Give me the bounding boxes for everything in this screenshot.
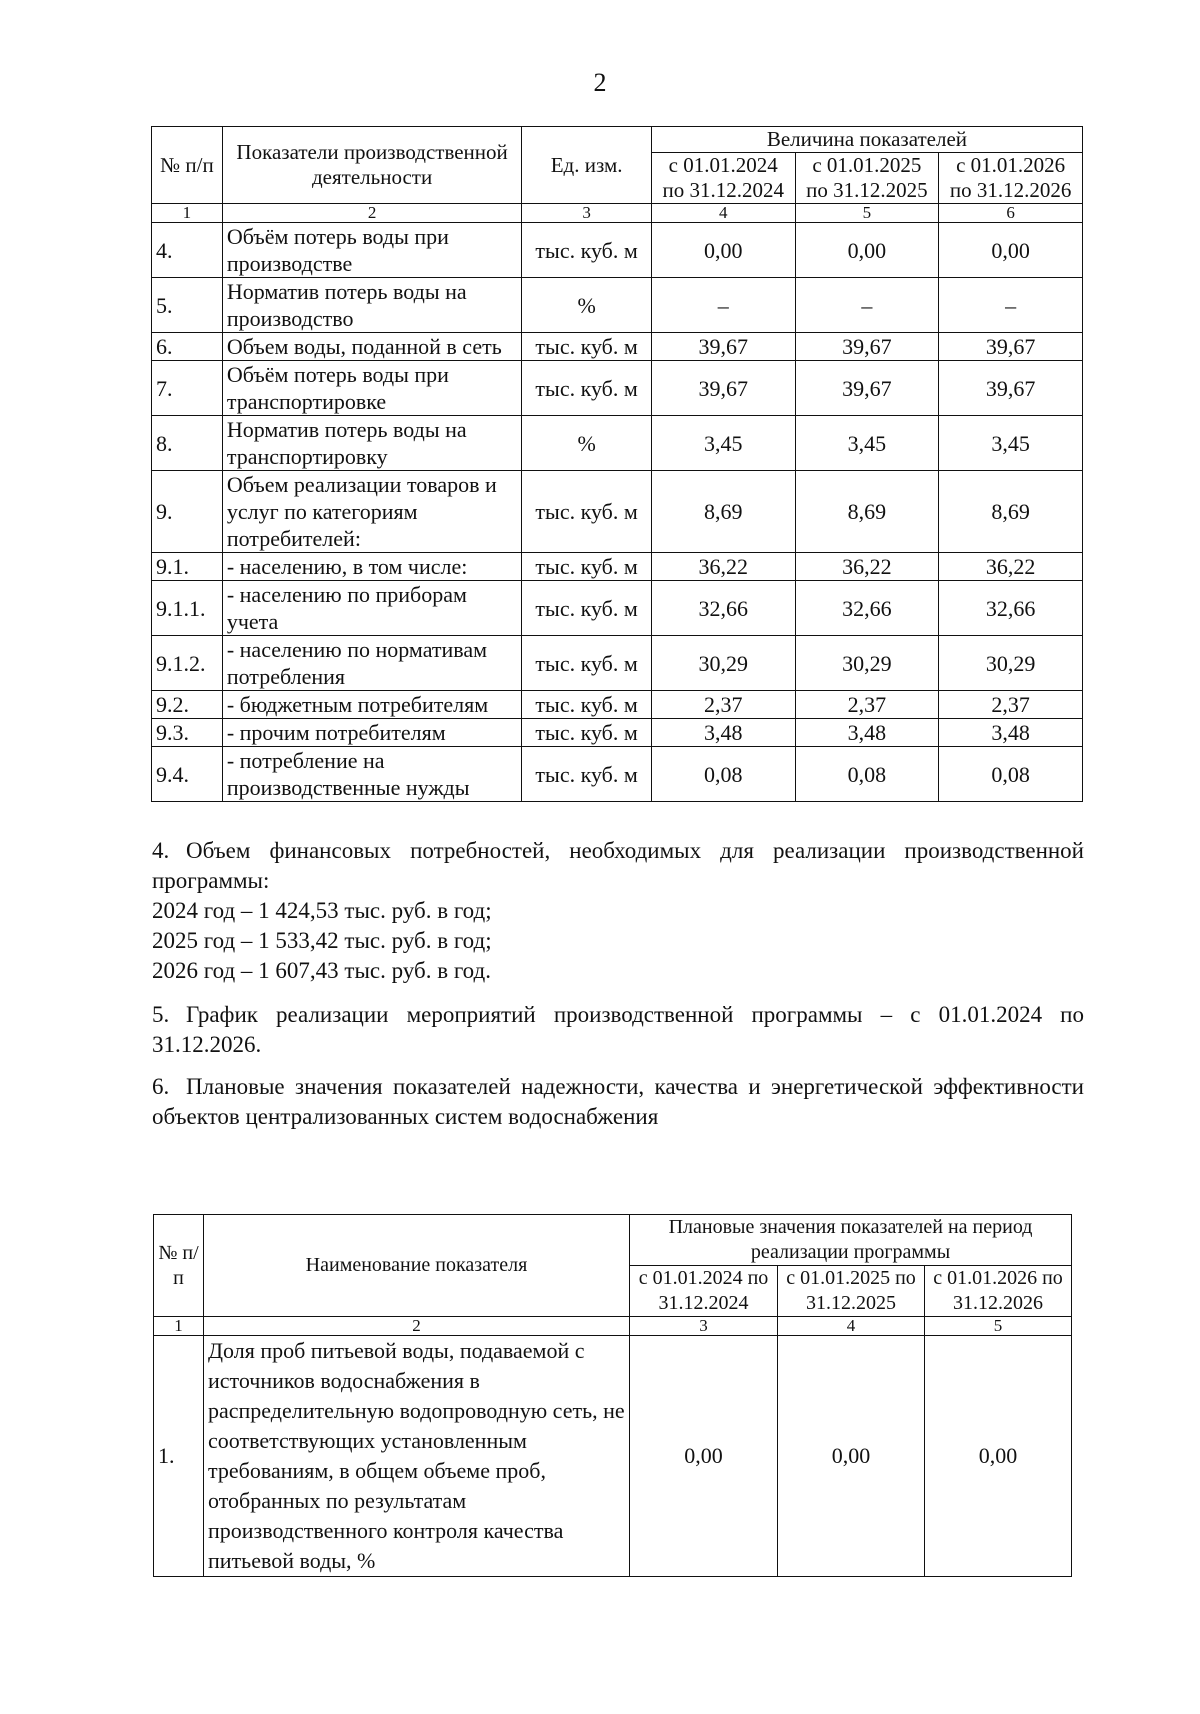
table-row <box>152 747 1083 802</box>
row-indicator-name: Объем реализации товаров и услуг по категориям потребителей: <box>222 471 522 553</box>
section-4-number: 4. <box>152 838 170 863</box>
row-value-2026: 30,29 <box>939 636 1083 691</box>
table-row <box>152 719 1083 747</box>
row-value-2026: 0,08 <box>939 747 1083 802</box>
row-value-2025: – <box>795 278 939 333</box>
header-num: № п/п <box>152 127 223 204</box>
section-5-number: 5. <box>152 1002 170 1027</box>
column-number: 3 <box>522 204 652 223</box>
column-number: 2 <box>204 1317 630 1336</box>
budget-2024: 2024 год – 1 424,53 тыс. руб. в год; <box>152 898 492 923</box>
column-number: 1 <box>152 204 223 223</box>
table-row <box>152 553 1083 581</box>
row-value-2026: 0,00 <box>939 223 1083 278</box>
row-number: 9.1. <box>152 553 223 581</box>
section-6-text: Плановые значения показателей надежности, качества и энергетической эффективности объектов централизованных систем водоснабжения <box>152 1074 1084 1129</box>
reliability-indicators-table <box>153 1214 1072 1577</box>
row-value-2024: 3,48 <box>651 719 795 747</box>
section-4-paragraph <box>152 836 1084 896</box>
row-number: 9.3. <box>152 719 223 747</box>
row-unit: % <box>522 278 652 333</box>
table-row <box>152 223 1083 278</box>
budget-2025: 2025 год – 1 533,42 тыс. руб. в год; <box>152 928 492 953</box>
table-header-row <box>152 127 1083 153</box>
table-row <box>152 361 1083 416</box>
row-value-2024: 8,69 <box>651 471 795 553</box>
header-planned-values-group: Плановые значения показателей на период реализации программы <box>630 1215 1072 1266</box>
row-indicator-name: Норматив потерь воды на транспортировку <box>222 416 522 471</box>
table-row <box>152 581 1083 636</box>
row-value-2025: 3,48 <box>795 719 939 747</box>
row-value-2025: 32,66 <box>795 581 939 636</box>
row-value-2024: 3,45 <box>651 416 795 471</box>
row-value-2025: 0,08 <box>795 747 939 802</box>
row-value-2024: 36,22 <box>651 553 795 581</box>
row-indicator-name: Объём потерь воды при производстве <box>222 223 522 278</box>
row-indicator-name: - потребление на производственные нужды <box>222 747 522 802</box>
production-indicators-body <box>152 127 1083 802</box>
row-unit: тыс. куб. м <box>522 581 652 636</box>
row-indicator-name: - населению по приборам учета <box>222 581 522 636</box>
row-value-2024: 2,37 <box>651 691 795 719</box>
table-row <box>154 1336 1072 1577</box>
column-number: 2 <box>222 204 522 223</box>
row-number: 9.2. <box>152 691 223 719</box>
row-unit: тыс. куб. м <box>522 333 652 361</box>
column-numbers-row <box>154 1317 1072 1336</box>
row-indicator-name: Объем воды, поданной в сеть <box>222 333 522 361</box>
row-number: 9.1.1. <box>152 581 223 636</box>
row-value-2026: 39,67 <box>939 361 1083 416</box>
row-value-2024: 32,66 <box>651 581 795 636</box>
header-indicator: Показатели производственной деятельности <box>222 127 522 204</box>
row-value-2024: 39,67 <box>651 361 795 416</box>
row-unit: тыс. куб. м <box>522 361 652 416</box>
row-value-2026: 3,48 <box>939 719 1083 747</box>
row-indicator-name: Норматив потерь воды на производство <box>222 278 522 333</box>
row-value-2024: 0,00 <box>651 223 795 278</box>
row-value-2024: – <box>651 278 795 333</box>
row-value-2025: 30,29 <box>795 636 939 691</box>
row-value-2025: 39,67 <box>795 333 939 361</box>
table-row <box>152 691 1083 719</box>
column-number: 6 <box>939 204 1083 223</box>
row-value-2025: 36,22 <box>795 553 939 581</box>
table-header-row <box>154 1215 1072 1266</box>
row-unit: тыс. куб. м <box>522 471 652 553</box>
header-period-2026: с 01.01.2026 по 31.12.2026 <box>925 1266 1072 1317</box>
row-unit: тыс. куб. м <box>522 636 652 691</box>
row-indicator-name: Доля проб питьевой воды, подаваемой с источников водоснабжения в распределительную водопроводную сеть, не соответствующих установленным требованиям, в общем объеме проб, отобранных по результатам производственного контроля качества питьевой воды, % <box>204 1336 630 1577</box>
column-numbers-row <box>152 204 1083 223</box>
table-row <box>152 416 1083 471</box>
table-row <box>152 471 1083 553</box>
row-value-2025: 39,67 <box>795 361 939 416</box>
row-value-2026: 3,45 <box>939 416 1083 471</box>
row-number: 4. <box>152 223 223 278</box>
row-value-2026: 0,00 <box>925 1336 1072 1577</box>
table-row <box>152 278 1083 333</box>
row-value-2024: 0,08 <box>651 747 795 802</box>
column-number: 5 <box>795 204 939 223</box>
production-indicators-table <box>151 126 1083 802</box>
row-indicator-name: - населению по нормативам потребления <box>222 636 522 691</box>
row-value-2024: 30,29 <box>651 636 795 691</box>
row-indicator-name: - прочим потребителям <box>222 719 522 747</box>
column-number: 5 <box>925 1317 1072 1336</box>
row-indicator-name: - населению, в том числе: <box>222 553 522 581</box>
header-unit: Ед. изм. <box>522 127 652 204</box>
row-number: 7. <box>152 361 223 416</box>
header-period-2025: с 01.01.2025 по 31.12.2025 <box>778 1266 925 1317</box>
row-value-2025: 0,00 <box>795 223 939 278</box>
section-4-text: Объем финансовых потребностей, необходимых для реализации производственной программы: <box>152 838 1084 893</box>
row-indicator-name: - бюджетным потребителям <box>222 691 522 719</box>
row-unit: тыс. куб. м <box>522 223 652 278</box>
page-number: 2 <box>593 68 607 97</box>
column-number: 1 <box>154 1317 204 1336</box>
row-number: 9.1.2. <box>152 636 223 691</box>
header-num: № п/п <box>154 1215 204 1317</box>
row-unit: тыс. куб. м <box>522 553 652 581</box>
row-value-2026: 32,66 <box>939 581 1083 636</box>
row-number: 8. <box>152 416 223 471</box>
section-5-paragraph <box>152 1000 1084 1060</box>
header-period-2026: с 01.01.2026 по 31.12.2026 <box>939 153 1083 204</box>
header-period-2025: с 01.01.2025 по 31.12.2025 <box>795 153 939 204</box>
row-value-2024: 0,00 <box>630 1336 778 1577</box>
row-value-2026: – <box>939 278 1083 333</box>
section-5-text: График реализации мероприятий производственной программы – с 01.01.2024 по 31.12.2026. <box>152 1002 1084 1057</box>
header-period-2024: с 01.01.2024 по 31.12.2024 <box>651 153 795 204</box>
row-value-2026: 8,69 <box>939 471 1083 553</box>
row-unit: % <box>522 416 652 471</box>
reliability-indicators-body <box>154 1215 1072 1577</box>
column-number: 4 <box>778 1317 925 1336</box>
row-unit: тыс. куб. м <box>522 719 652 747</box>
row-number: 5. <box>152 278 223 333</box>
row-indicator-name: Объём потерь воды при транспортировке <box>222 361 522 416</box>
row-value-2026: 36,22 <box>939 553 1083 581</box>
row-value-2025: 3,45 <box>795 416 939 471</box>
row-value-2026: 39,67 <box>939 333 1083 361</box>
row-value-2025: 2,37 <box>795 691 939 719</box>
table-row <box>152 333 1083 361</box>
row-value-2025: 0,00 <box>778 1336 925 1577</box>
header-indicator-name: Наименование показателя <box>204 1215 630 1317</box>
row-number: 9.4. <box>152 747 223 802</box>
header-values-group: Величина показателей <box>651 127 1082 153</box>
row-value-2026: 2,37 <box>939 691 1083 719</box>
row-number: 1. <box>154 1336 204 1577</box>
column-number: 3 <box>630 1317 778 1336</box>
row-value-2024: 39,67 <box>651 333 795 361</box>
section-6-number: 6. <box>152 1074 170 1099</box>
row-unit: тыс. куб. м <box>522 691 652 719</box>
table-row <box>152 636 1083 691</box>
row-unit: тыс. куб. м <box>522 747 652 802</box>
header-period-2024: с 01.01.2024 по 31.12.2024 <box>630 1266 778 1317</box>
column-number: 4 <box>651 204 795 223</box>
budget-2026: 2026 год – 1 607,43 тыс. руб. в год. <box>152 958 491 983</box>
row-value-2025: 8,69 <box>795 471 939 553</box>
row-number: 6. <box>152 333 223 361</box>
row-number: 9. <box>152 471 223 553</box>
section-6-paragraph <box>152 1072 1084 1132</box>
